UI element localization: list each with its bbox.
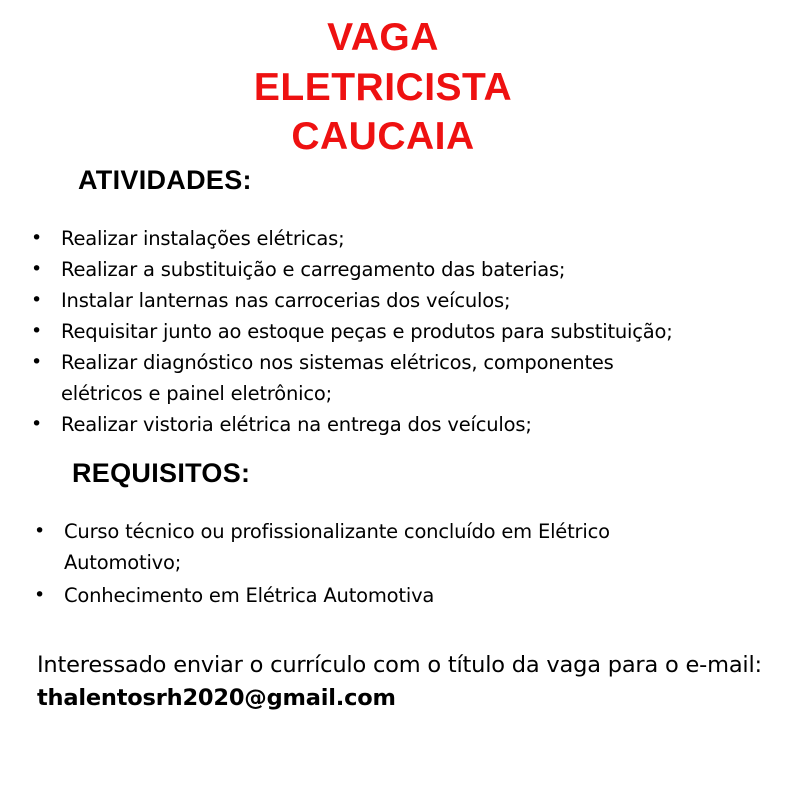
list-item [34, 580, 744, 611]
bullet-icon: • [31, 258, 43, 280]
requisitos-heading: REQUISITOS: [72, 458, 251, 488]
bullet-icon: • [31, 413, 43, 435]
bullet-icon: • [31, 227, 43, 249]
list-item-text: Conhecimento em Elétrica Automotiva [64, 584, 435, 607]
list-item-text: Curso técnico ou profissionalizante concluído em Elétrico Automotivo; [64, 520, 610, 574]
title-line-vaga: VAGA [327, 16, 439, 59]
list-item-text: Realizar instalações elétricas; [61, 227, 345, 250]
list-item [31, 285, 781, 316]
contact-text: Interessado enviar o currículo com o título da vaga para o e-mail: [37, 652, 762, 678]
bullet-icon: • [31, 351, 43, 373]
atividades-heading: ATIVIDADES: [78, 165, 252, 195]
list-item-text: Instalar lanternas nas carrocerias dos veículos; [61, 289, 511, 312]
list-item-text: Realizar vistoria elétrica na entrega dos veículos; [61, 413, 532, 436]
list-item-text: Realizar diagnóstico nos sistemas elétricos, componentes elétricos e painel eletrônico; [61, 351, 614, 405]
list-item-text: Requisitar junto ao estoque peças e produtos para substituição; [61, 320, 673, 343]
list-item-text: Realizar a substituição e carregamento das baterias; [61, 258, 566, 281]
title-line-role: ELETRICISTA [253, 66, 513, 109]
contact-email: thalentosrh2020@gmail.com [37, 685, 396, 711]
bullet-icon: • [31, 320, 43, 342]
list-item [34, 516, 744, 578]
atividades-list [31, 223, 781, 440]
requisitos-list [34, 516, 744, 613]
bullet-icon: • [34, 584, 46, 606]
list-item [31, 347, 781, 409]
title-line-city: CAUCAIA [291, 115, 475, 158]
list-item [31, 254, 781, 285]
bullet-icon: • [31, 289, 43, 311]
list-item [31, 223, 781, 254]
list-item [31, 316, 781, 347]
bullet-icon: • [34, 520, 46, 542]
list-item [31, 409, 781, 440]
contact-paragraph [37, 649, 777, 715]
